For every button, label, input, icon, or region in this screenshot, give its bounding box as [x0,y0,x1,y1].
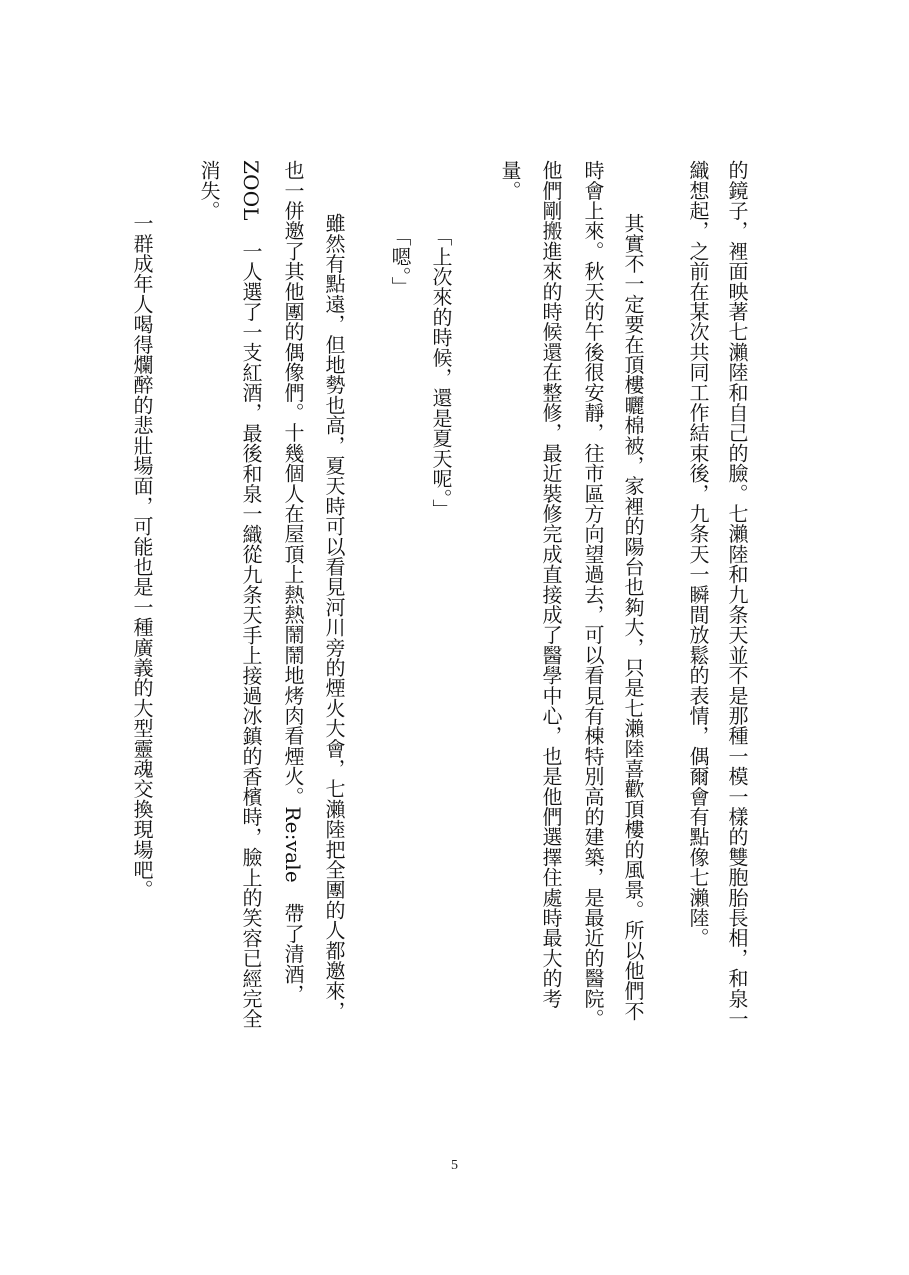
text-line-8: 也一併邀了其他團的偶像們。十幾個人在屋頂上熱熱鬧鬧地烤肉看煙火。Re:vale 帶了清酒， [281,160,305,1005]
text-line-6: 量。 [498,160,522,201]
text-line-5: 他們剛搬進來的時候還在整修，最近裝修完成直接成了醫學中心，也是他們選擇住處時最大的考 [539,160,563,1009]
text-line-9: ZOOL 一人選了一支紅酒，最後和泉一織從九条天手上接過冰鎮的香檳時，臉上的笑容已經完全 [239,160,263,1029]
text-line-1: 的鏡子，裡面映著七瀨陸和自己的臉。七瀨陸和九条天並不是那種一模一樣的雙胞胎長相，和泉一 [725,160,749,1029]
dialogue-line-1: 「上次來的時候，還是夏天呢。」 [429,226,453,519]
text-line-11: 一群成年人喝得爛醉的悲壯場面，可能也是一種廣義的大型靈魂交換現場吧。 [130,213,154,900]
text-line-2: 織想起，之前在某次共同工作結束後，九条天一瞬間放鬆的表情，偶爾會有點像七瀨陸。 [686,160,710,948]
page-number: 5 [451,1158,458,1173]
text-line-10: 消失。 [197,160,221,221]
text-line-3: 其實不一定要在頂樓曬棉被，家裡的陽台也夠大，只是七瀨陸喜歡頂樓的風景。所以他們不 [621,213,645,1021]
text-line-4: 時會上來。秋天的午後很安靜，往市區方向望過去，可以看見有棟特別高的建築，是最近的醫院。 [581,160,605,1029]
dialogue-line-2: 「嗯。」 [388,226,412,297]
text-line-7: 雖然有點遠，但地勢也高，夏天時可以看見河川旁的煙火大會，七瀨陸把全團的人都邀來， [322,213,346,1021]
